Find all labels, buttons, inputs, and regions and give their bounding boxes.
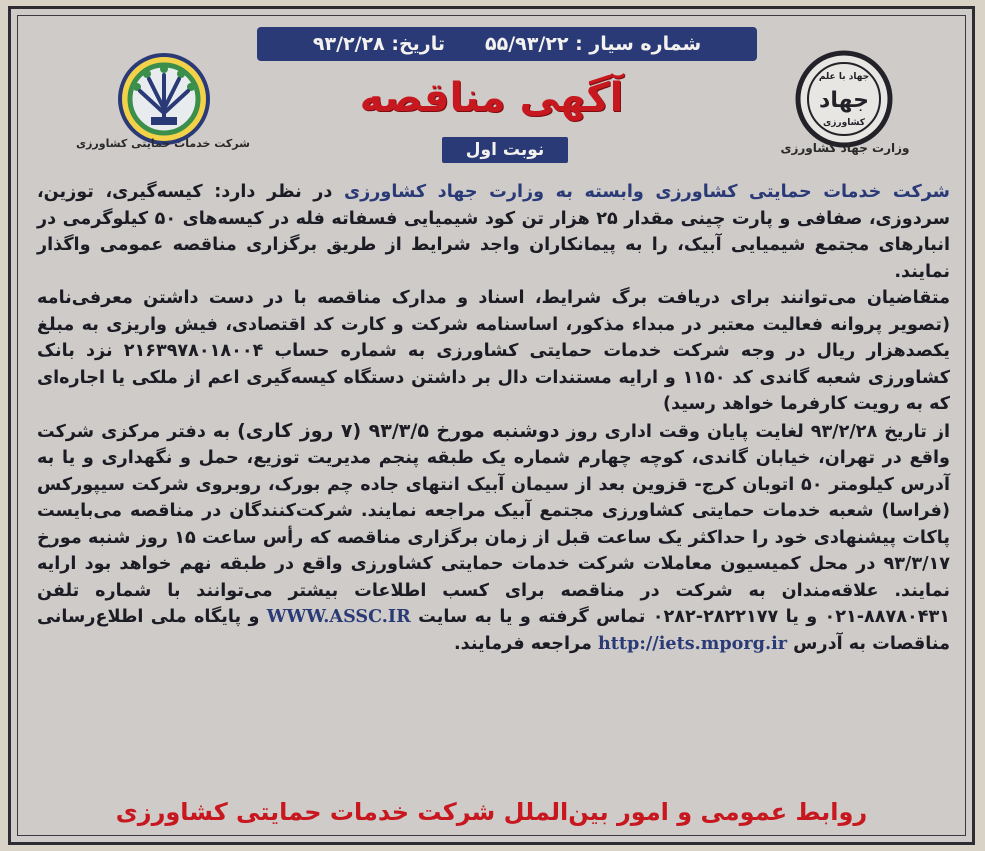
website-link[interactable]: WWW.ASSC.IR xyxy=(266,606,411,627)
paragraph-documents: متقاضیان می‌توانند برای دریافت برگ شرایط، اسناد و مدارک مناقصه با در دست داشتن معرفی‌نامه (تصویر پروانه فعالیت معتبر در مبداء مذکور، اساسنامه شرکت و کارت کد اقتصادی، فیش واریزی به مبلغ یکصدهزار ریال در وجه شرکت خدمات حمایتی کشاورزی به شماره حساب ۲۱۶۳۹۷۸۰۱۸۰۰۴ نزد بانک کشاورزی شعبه گاندی کد ۱۱۵۰ و ارایه مستندات دال بر داشتن دستگاه کیسه‌گیری اعم از ملکی یا اجاره‌ای که به رویت کارفرما خواهد رسید) xyxy=(37,288,950,414)
schedule-end: مراجعه فرمایند. xyxy=(453,633,592,654)
lead-paragraph xyxy=(37,179,950,285)
notice-title: آگهی مناقصه xyxy=(359,75,624,121)
lead-company: شرکت خدمات حمایتی کشاورزی وابسته به وزارت جهاد کشاورزی xyxy=(344,182,950,202)
lead-tail: در نظر دارد: xyxy=(214,182,333,202)
schedule-deadline: دوشنبه مورخ ۹۳/۳/۵ (۷ روز کاری) xyxy=(237,419,560,442)
portal-link[interactable]: http://iets.mporg.ir xyxy=(598,632,788,654)
paragraph-schedule xyxy=(37,418,950,658)
notice-body xyxy=(37,179,950,657)
emblem-top-text: جهاد با علم xyxy=(818,72,870,82)
emblem-text: جهاد xyxy=(819,88,869,113)
serial-number: شماره سیار : ۵۵/۹۳/۲۲ xyxy=(485,33,702,55)
header-banner xyxy=(257,27,757,61)
schedule-from: از تاریخ ۹۳/۲/۲۸ لغایت پایان وقت اداری روز xyxy=(566,421,950,442)
schedule-details: به دفتر مرکزی شرکت واقع در تهران، خیابان گاندی، کوچه چهارم شماره یک طبقه پنجم مدیریت توزیع، حمل و نگهداری و یا به آدرس کیلومتر ۵۰ اتوبان کرج- قزوین بعد از سیمان آبیک انتهای جاده چم بورک، روبروی شرکت سیپورکس (فراسا) شعبه خدمات حمایتی کشاورزی مجتمع آبیک مراجعه نمایند. شرکت‌کنندگان در مناقصه می‌بایست پاکات پیشنهادی خود را حداکثر یک ساعت قبل از زمان برگزاری مناقصه که رأس ساعت ۱۵ روز شنبه مورخ ۹۳/۳/۱۷ در محل کمیسیون معاملات شرکت خدمات حمایتی کشاورزی واقع در طبقه نهم خواهد بود ارایه نمایند. علاقه‌مندان به شرکت در مناقصه برای کسب اطلاعات بیشتر می‌توانند با شماره تلفن ۸۸۷۸۰۴۳۱-۰۲۱ و یا ۲۸۲۲۱۷۷-۰۲۸۲ تماس گرفته و یا به سایت xyxy=(37,421,950,627)
round-badge: نوبت اول xyxy=(442,137,568,163)
assc-logo-caption: شرکت خدمات حمایتی کشاورزی xyxy=(76,137,250,150)
paragraph-scope: کیسه‌گیری، توزین، سردوزی، صفافی و پارت چینی مقدار ۲۵ هزار تن کود شیمیایی فسفاته فله در کیسه‌های ۵۰ کیلوگرمی در انبارهای مجتمع شیمیایی آبیک، را به پیمانکاران واجد شرایط از طریق برگزاری مناقصه عمومی واگذار نمایند. xyxy=(37,182,951,282)
ministry-caption: وزارت جهاد کشاورزی xyxy=(780,141,910,155)
notice-date: تاریخ: ۹۳/۲/۲۸ xyxy=(312,33,445,55)
footer-signature: روابط عمومی و امور بین‌الملل شرکت خدمات حمایتی کشاورزی xyxy=(115,798,868,826)
schedule-portal: و پایگاه ملی اطلاع‌رسانی مناقصات به آدرس xyxy=(37,607,950,654)
tender-notice xyxy=(8,6,975,845)
emblem-bottom-text: کشاورزی xyxy=(823,118,865,128)
